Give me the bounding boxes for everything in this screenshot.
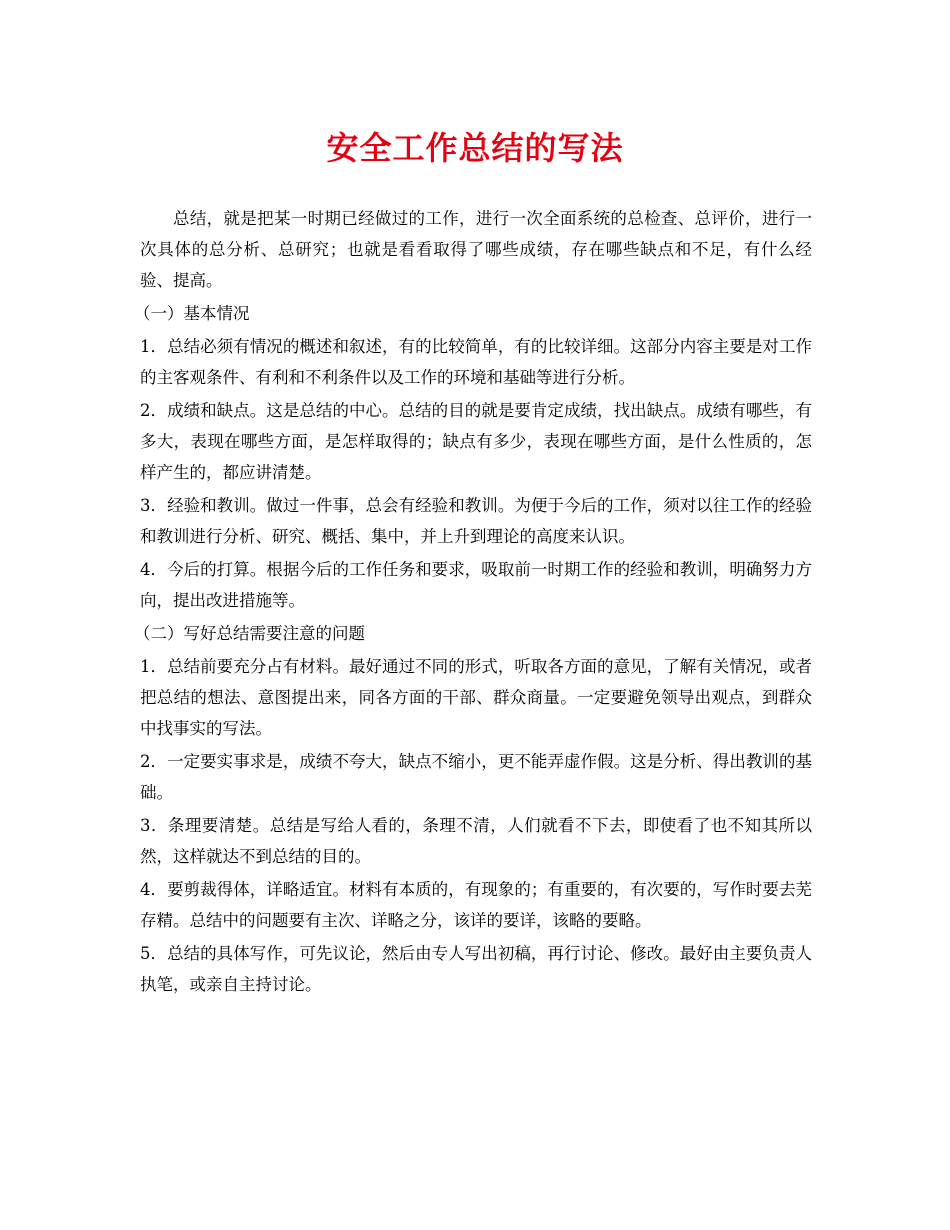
list-item: 3．经验和教训。做过一件事，总会有经验和教训。为便于今后的工作，须对以往工作的经验和教训进行分析、研究、概括、集中，并上升到理论的高度来认识。 xyxy=(140,496,812,546)
document-title: 安全工作总结的写法 xyxy=(326,129,624,167)
document-body xyxy=(134,203,812,1002)
list-item: 1．总结前要充分占有材料。最好通过不同的形式，听取各方面的意见，了解有关情况，或者把总结的想法、意图提出来，同各方面的干部、群众商量。一定要避免领导出观点，到群众中找事实的写法。 xyxy=(140,657,812,738)
list-item: 2．成绩和缺点。这是总结的中心。总结的目的就是要肯定成绩，找出缺点。成绩有哪些，有多大，表现在哪些方面，是怎样取得的；缺点有多少，表现在哪些方面，是什么性质的，怎样产生的，都应讲清楚。 xyxy=(140,401,812,482)
list-item: 2．一定要实事求是，成绩不夸大，缺点不缩小，更不能弄虚作假。这是分析、得出教训的基础。 xyxy=(140,752,812,802)
list-item: 4．今后的打算。根据今后的工作任务和要求，吸取前一时期工作的经验和教训，明确努力方向，提出改进措施等。 xyxy=(140,560,812,610)
list-item: 5．总结的具体写作，可先议论，然后由专人写出初稿，再行讨论、修改。最好由主要负责人执笔，或亲自主持讨论。 xyxy=(140,944,812,994)
intro-paragraph: 总结，就是把某一时期已经做过的工作，进行一次全面系统的总检查、总评价，进行一次具体的总分析、总研究；也就是看看取得了哪些成绩，存在哪些缺点和不足，有什么经验、提高。 xyxy=(140,209,812,290)
list-item: 1．总结必须有情况的概述和叙述，有的比较简单，有的比较详细。这部分内容主要是对工作的主客观条件、有利和不利条件以及工作的环境和基础等进行分析。 xyxy=(140,337,812,387)
list-item: 4．要剪裁得体，详略适宜。材料有本质的，有现象的；有重要的，有次要的，写作时要去芜存精。总结中的问题要有主次、详略之分，该详的要详，该略的要略。 xyxy=(140,880,812,930)
section-heading-basic-situation: （一）基本情况 xyxy=(134,304,250,323)
list-item: 3．条理要清楚。总结是写给人看的，条理不清，人们就看不下去，即使看了也不知其所以然，这样就达不到总结的目的。 xyxy=(140,816,812,866)
section-heading-notes: （二）写好总结需要注意的问题 xyxy=(134,624,365,643)
